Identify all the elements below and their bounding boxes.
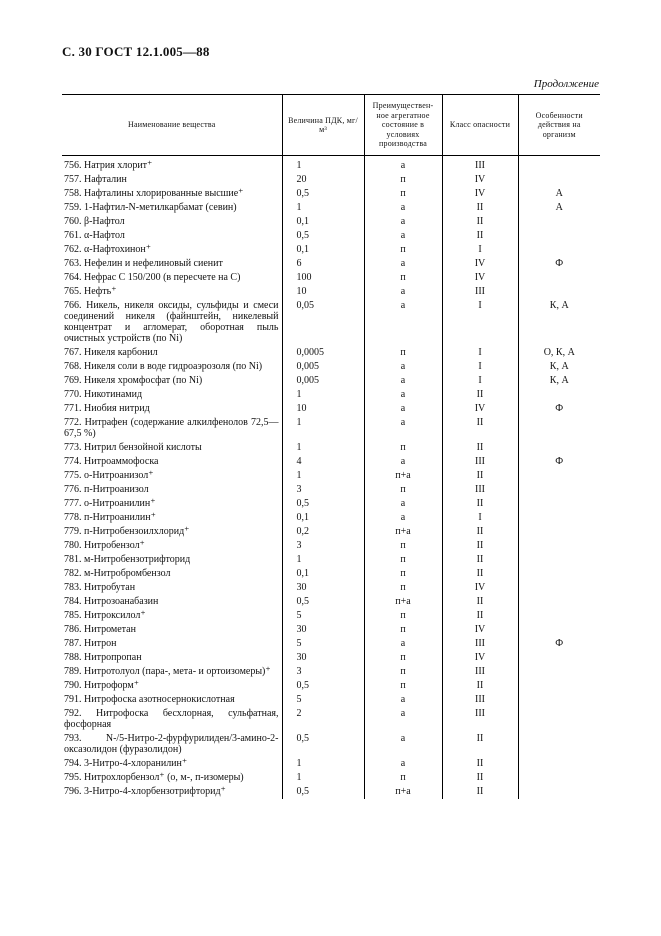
effect-note — [518, 483, 600, 497]
pdk-value: 0,05 — [282, 299, 364, 346]
substance-name: 770. Никотинамид — [64, 389, 143, 400]
hazard-class: III — [442, 707, 518, 732]
effect-note — [518, 441, 600, 455]
effect-note — [518, 581, 600, 595]
effect-note — [518, 539, 600, 553]
hazard-class: III — [442, 156, 518, 173]
substance-name: 778. п-Нитроанилин⁺ — [64, 512, 156, 523]
aggregate-state: а — [364, 693, 442, 707]
pdk-value: 3 — [282, 665, 364, 679]
table-row — [62, 732, 600, 757]
effect-note: Ф — [518, 402, 600, 416]
table-row — [62, 285, 600, 299]
effect-note — [518, 785, 600, 799]
aggregate-state: п — [364, 679, 442, 693]
substance-name: 769. Никеля хромфосфат (по Ni) — [64, 375, 203, 386]
substance-name: 783. Нитробутан — [64, 582, 136, 593]
pdk-value: 3 — [282, 483, 364, 497]
aggregate-state: п — [364, 581, 442, 595]
hazard-class: II — [442, 757, 518, 771]
table-row — [62, 257, 600, 271]
aggregate-state: а — [364, 707, 442, 732]
hazard-class: II — [442, 497, 518, 511]
aggregate-state: а — [364, 215, 442, 229]
aggregate-state: п — [364, 483, 442, 497]
effect-note — [518, 156, 600, 173]
hazard-class: III — [442, 483, 518, 497]
effect-note — [518, 757, 600, 771]
substance-name: 792. Нитрофоска бесхлорная, сульфатная, фосфорная — [64, 708, 279, 730]
effect-note — [518, 511, 600, 525]
aggregate-state: а — [364, 229, 442, 243]
pdk-value: 6 — [282, 257, 364, 271]
aggregate-state: п — [364, 346, 442, 360]
substance-name: 756. Натрия хлорит⁺ — [64, 160, 153, 171]
table-row — [62, 623, 600, 637]
pdk-value: 1 — [282, 388, 364, 402]
pdk-value: 0,0005 — [282, 346, 364, 360]
table-row — [62, 553, 600, 567]
pdk-value: 5 — [282, 637, 364, 651]
effect-note: К, А — [518, 299, 600, 346]
effect-note — [518, 497, 600, 511]
hazard-class: IV — [442, 271, 518, 285]
effect-note — [518, 553, 600, 567]
hazard-class: III — [442, 637, 518, 651]
table-row — [62, 567, 600, 581]
pdk-value: 1 — [282, 469, 364, 483]
aggregate-state: п — [364, 623, 442, 637]
aggregate-state: а — [364, 511, 442, 525]
hazard-class: II — [442, 441, 518, 455]
pdk-value: 1 — [282, 757, 364, 771]
hazard-class: II — [442, 771, 518, 785]
table-row — [62, 455, 600, 469]
aggregate-state: а — [364, 201, 442, 215]
substance-name: 779. п-Нитробензоилхлорид⁺ — [64, 526, 190, 537]
table-header-row — [62, 95, 600, 156]
table-row — [62, 441, 600, 455]
aggregate-state: п — [364, 665, 442, 679]
hazard-class: I — [442, 243, 518, 257]
hazard-class: III — [442, 285, 518, 299]
pdk-value: 30 — [282, 651, 364, 665]
table-row — [62, 679, 600, 693]
pdk-value: 4 — [282, 455, 364, 469]
continuation-label: Продолжение — [533, 78, 599, 90]
substance-name: 789. Нитротолуол (пара-, мета- и ортоизомеры)⁺ — [64, 666, 271, 677]
table-row — [62, 402, 600, 416]
substance-name: 762. α-Нафтохинон⁺ — [64, 244, 152, 255]
effect-note — [518, 595, 600, 609]
aggregate-state: п — [364, 243, 442, 257]
table-row — [62, 693, 600, 707]
hazard-class: II — [442, 201, 518, 215]
table-row — [62, 156, 600, 173]
substance-name: 777. о-Нитроанилин⁺ — [64, 498, 156, 509]
effect-note — [518, 567, 600, 581]
hazard-class: II — [442, 229, 518, 243]
effect-note: К, А — [518, 374, 600, 388]
substance-name: 786. Нитрометан — [64, 624, 136, 635]
substance-name: 761. α-Нафтол — [64, 230, 125, 241]
pdk-value: 30 — [282, 623, 364, 637]
pdk-value: 10 — [282, 402, 364, 416]
aggregate-state: а — [364, 360, 442, 374]
hazard-class: II — [442, 469, 518, 483]
aggregate-state: а — [364, 732, 442, 757]
hazard-class: II — [442, 595, 518, 609]
hazard-class: II — [442, 215, 518, 229]
substance-name: 759. 1-Нафтил-N-метилкарбамат (севин) — [64, 202, 237, 213]
effect-note — [518, 771, 600, 785]
pdk-value: 30 — [282, 581, 364, 595]
hazard-class: III — [442, 455, 518, 469]
pdk-value: 0,5 — [282, 732, 364, 757]
substance-name: 767. Никеля карбонил — [64, 347, 158, 358]
table-row — [62, 173, 600, 187]
hazard-class: III — [442, 665, 518, 679]
substance-name: 775. о-Нитроанизол⁺ — [64, 470, 154, 481]
table-row — [62, 525, 600, 539]
column-header-pdk: Величина ПДК, мг/м³ — [282, 95, 364, 156]
substance-name: 782. м-Нитробромбензол — [64, 568, 171, 579]
aggregate-state: п+а — [364, 785, 442, 799]
aggregate-state: п — [364, 553, 442, 567]
aggregate-state: п — [364, 771, 442, 785]
hazard-class: II — [442, 388, 518, 402]
aggregate-state: а — [364, 757, 442, 771]
substance-name: 796. 3-Нитро-4-хлорбензотрифторид⁺ — [64, 786, 226, 797]
table-row — [62, 595, 600, 609]
effect-note: А — [518, 201, 600, 215]
substance-name: 793. N-/5-Нитро-2-фурфурилиден/3-амино-2-оксазолидон (фуразолидон) — [64, 733, 279, 755]
substances-table — [62, 94, 600, 799]
pdk-value: 0,1 — [282, 567, 364, 581]
aggregate-state: п — [364, 609, 442, 623]
pdk-value: 20 — [282, 173, 364, 187]
effect-note — [518, 623, 600, 637]
substance-name: 794. 3-Нитро-4-хлоранилин⁺ — [64, 758, 188, 769]
effect-note: Ф — [518, 637, 600, 651]
hazard-class: II — [442, 553, 518, 567]
pdk-value: 1 — [282, 156, 364, 173]
aggregate-state: п+а — [364, 525, 442, 539]
hazard-class: I — [442, 360, 518, 374]
effect-note — [518, 665, 600, 679]
aggregate-state: а — [364, 156, 442, 173]
pdk-value: 0,5 — [282, 785, 364, 799]
pdk-value: 5 — [282, 693, 364, 707]
substance-name: 764. Нефрас С 150/200 (в пересчете на С) — [64, 272, 241, 283]
table-row — [62, 665, 600, 679]
substance-name: 785. Нитроксилол⁺ — [64, 610, 146, 621]
table-row — [62, 360, 600, 374]
table-row — [62, 215, 600, 229]
substance-name: 771. Ниобия нитрид — [64, 403, 150, 414]
hazard-class: II — [442, 679, 518, 693]
effect-note: Ф — [518, 257, 600, 271]
table-row — [62, 229, 600, 243]
hazard-class: IV — [442, 623, 518, 637]
table-row — [62, 771, 600, 785]
hazard-class: II — [442, 416, 518, 441]
hazard-class: II — [442, 785, 518, 799]
effect-note — [518, 693, 600, 707]
effect-note — [518, 271, 600, 285]
aggregate-state: а — [364, 257, 442, 271]
pdk-value: 100 — [282, 271, 364, 285]
pdk-value: 10 — [282, 285, 364, 299]
table-row — [62, 757, 600, 771]
substance-name: 784. Нитрозоанабазин — [64, 596, 159, 607]
substance-name: 774. Нитроаммофоска — [64, 456, 159, 467]
aggregate-state: а — [364, 637, 442, 651]
substance-name: 780. Нитробензол⁺ — [64, 540, 145, 551]
pdk-value: 1 — [282, 441, 364, 455]
effect-note — [518, 651, 600, 665]
hazard-class: III — [442, 693, 518, 707]
substance-name: 788. Нитропропан — [64, 652, 142, 663]
substance-name: 766. Никель, никеля оксиды, сульфиды и смеси соединений никеля (файнштейн, никелевый концентрат и агломерат, оборотная пыль очистных устройств (по Ni) — [64, 300, 279, 344]
aggregate-state: а — [364, 388, 442, 402]
table-row — [62, 637, 600, 651]
effect-note — [518, 732, 600, 757]
substance-name: 757. Нафталин — [64, 174, 127, 185]
effect-note — [518, 215, 600, 229]
hazard-class: I — [442, 346, 518, 360]
pdk-value: 0,1 — [282, 511, 364, 525]
table-row — [62, 483, 600, 497]
page-title: С. 30 ГОСТ 12.1.005—88 — [62, 44, 210, 59]
aggregate-state: п — [364, 441, 442, 455]
effect-note — [518, 679, 600, 693]
pdk-value: 3 — [282, 539, 364, 553]
pdk-value: 1 — [282, 771, 364, 785]
table-row — [62, 299, 600, 346]
hazard-class: II — [442, 539, 518, 553]
substance-name: 787. Нитрон — [64, 638, 117, 649]
table-row — [62, 497, 600, 511]
substance-name: 772. Нитрафен (содержание алкилфенолов 72,5—67,5 %) — [64, 417, 279, 439]
hazard-class: IV — [442, 651, 518, 665]
table-row — [62, 539, 600, 553]
substance-name: 773. Нитрил бензойной кислоты — [64, 442, 202, 453]
table-row — [62, 785, 600, 799]
aggregate-state: п — [364, 539, 442, 553]
table-row — [62, 511, 600, 525]
substance-name: 791. Нитрофоска азотносернокислотная — [64, 694, 235, 705]
effect-note: А — [518, 187, 600, 201]
effect-note — [518, 285, 600, 299]
aggregate-state: а — [364, 416, 442, 441]
effect-note — [518, 173, 600, 187]
table-row — [62, 469, 600, 483]
pdk-value: 2 — [282, 707, 364, 732]
aggregate-state: а — [364, 455, 442, 469]
substance-name: 768. Никеля соли в воде гидроаэрозоля (по Ni) — [64, 361, 263, 372]
table-row — [62, 374, 600, 388]
substance-name: 795. Нитрохлорбензол⁺ (о, м-, п-изомеры) — [64, 772, 244, 783]
effect-note — [518, 609, 600, 623]
substance-name: 763. Нефелин и нефелиновый сиенит — [64, 258, 223, 269]
effect-note: О, К, А — [518, 346, 600, 360]
substance-name: 758. Нафталины хлорированные высшие⁺ — [64, 188, 244, 199]
table-row — [62, 271, 600, 285]
substance-name: 790. Нитроформ⁺ — [64, 680, 139, 691]
column-header-hazard-class: Класс опасности — [442, 95, 518, 156]
effect-note — [518, 416, 600, 441]
aggregate-state: п — [364, 271, 442, 285]
table-row — [62, 581, 600, 595]
aggregate-state: п — [364, 173, 442, 187]
pdk-value: 5 — [282, 609, 364, 623]
hazard-class: II — [442, 732, 518, 757]
pdk-value: 0,1 — [282, 215, 364, 229]
aggregate-state: а — [364, 299, 442, 346]
aggregate-state: а — [364, 497, 442, 511]
table-row — [62, 187, 600, 201]
table-body — [62, 156, 600, 799]
hazard-class: II — [442, 609, 518, 623]
substance-name: 781. м-Нитробензотрифторид — [64, 554, 191, 565]
effect-note: Ф — [518, 455, 600, 469]
hazard-class: IV — [442, 187, 518, 201]
pdk-value: 0,2 — [282, 525, 364, 539]
table-row — [62, 707, 600, 732]
hazard-class: II — [442, 525, 518, 539]
pdk-value: 0,5 — [282, 595, 364, 609]
effect-note — [518, 469, 600, 483]
table-row — [62, 388, 600, 402]
aggregate-state: п — [364, 651, 442, 665]
aggregate-state: п — [364, 567, 442, 581]
hazard-class: I — [442, 511, 518, 525]
pdk-value: 0,5 — [282, 187, 364, 201]
table-row — [62, 201, 600, 215]
aggregate-state: а — [364, 285, 442, 299]
pdk-value: 0,5 — [282, 229, 364, 243]
effect-note — [518, 388, 600, 402]
column-header-effect: Особенности действия на организм — [518, 95, 600, 156]
pdk-value: 0,005 — [282, 374, 364, 388]
table-row — [62, 243, 600, 257]
table-row — [62, 416, 600, 441]
pdk-value: 0,1 — [282, 243, 364, 257]
hazard-class: IV — [442, 173, 518, 187]
aggregate-state: п — [364, 187, 442, 201]
pdk-value: 1 — [282, 201, 364, 215]
substance-name: 760. β-Нафтол — [64, 216, 125, 227]
column-header-state: Преимуществен-ное агрегатное состояние в условиях производства — [364, 95, 442, 156]
pdk-value: 0,5 — [282, 679, 364, 693]
aggregate-state: а — [364, 402, 442, 416]
effect-note — [518, 243, 600, 257]
aggregate-state: п+а — [364, 469, 442, 483]
aggregate-state: п+а — [364, 595, 442, 609]
hazard-class: II — [442, 567, 518, 581]
effect-note — [518, 707, 600, 732]
hazard-class: IV — [442, 581, 518, 595]
hazard-class: IV — [442, 402, 518, 416]
table-row — [62, 651, 600, 665]
pdk-value: 1 — [282, 416, 364, 441]
effect-note — [518, 525, 600, 539]
table-row — [62, 346, 600, 360]
hazard-class: I — [442, 374, 518, 388]
hazard-class: I — [442, 299, 518, 346]
pdk-value: 0,005 — [282, 360, 364, 374]
substance-name: 765. Нефть⁺ — [64, 286, 117, 297]
column-header-name: Наименование вещества — [62, 95, 282, 156]
hazard-class: IV — [442, 257, 518, 271]
aggregate-state: а — [364, 374, 442, 388]
effect-note: К, А — [518, 360, 600, 374]
pdk-value: 0,5 — [282, 497, 364, 511]
table-row — [62, 609, 600, 623]
effect-note — [518, 229, 600, 243]
pdk-value: 1 — [282, 553, 364, 567]
substance-name: 776. п-Нитроанизол — [64, 484, 149, 495]
